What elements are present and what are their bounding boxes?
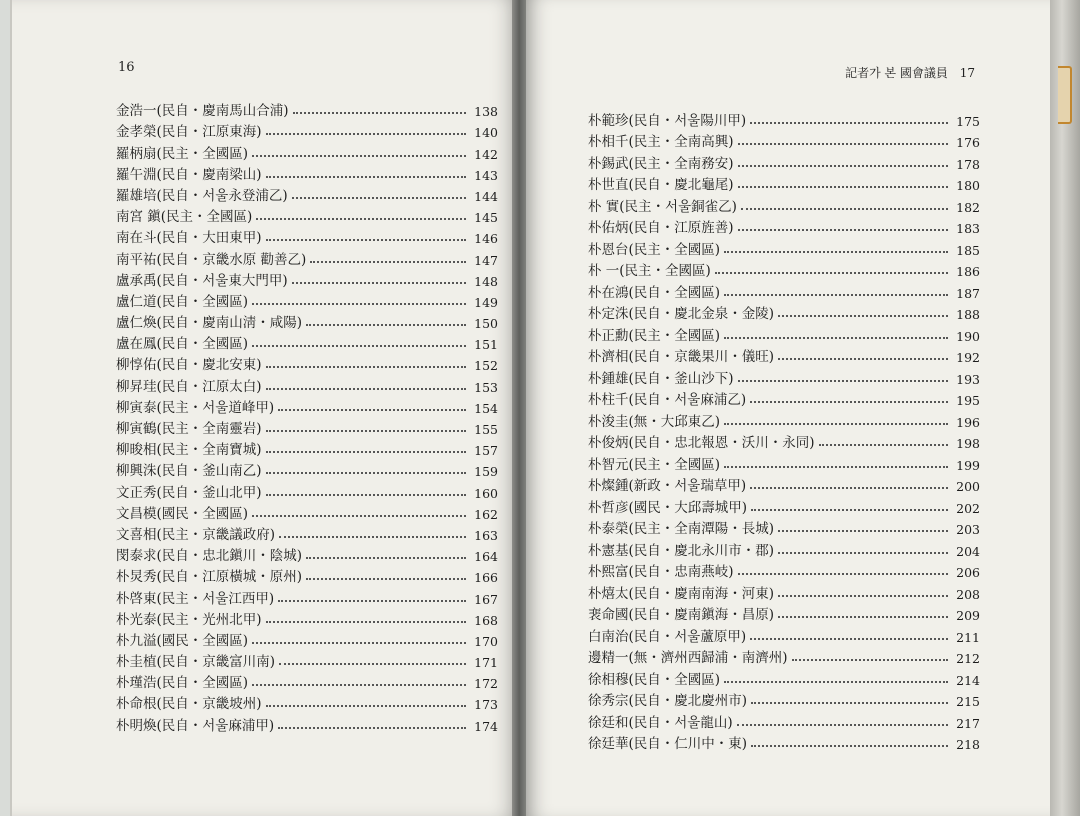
toc-entry-name: 閔泰求(民自・忠北鎭川・陰城) <box>116 548 303 565</box>
toc-entry-page: 192 <box>956 350 980 365</box>
leader-dots <box>738 165 948 167</box>
toc-entry-name: 羅雄培(民自・서울永登浦乙) <box>116 187 288 204</box>
toc-entry <box>588 494 980 516</box>
leader-dots <box>292 282 466 284</box>
toc-entry-name: 盧仁道(民自・全國區) <box>116 293 249 310</box>
toc-entry-name: 朴佑炳(民自・江原旌善) <box>588 220 734 236</box>
leader-dots <box>741 208 948 210</box>
toc-entry-page: 187 <box>956 285 980 301</box>
toc-entry-name: 朴世直(民自・慶北龜尾) <box>588 177 734 193</box>
toc-entry-page: 167 <box>474 591 498 607</box>
leader-dots <box>278 600 466 602</box>
toc-entry-page: 175 <box>956 113 980 129</box>
toc-entry-name: 柳寅泰(民主・서울道峰甲) <box>116 399 275 416</box>
toc-entry-page: 154 <box>474 400 498 416</box>
toc-entry-name: 朴範珍(民自・서울陽川甲) <box>588 112 747 129</box>
toc-entry <box>116 310 498 331</box>
toc-entry-name: 朴 一(民主・全國區) <box>588 263 711 279</box>
toc-entry-page: 170 <box>474 633 498 649</box>
toc-entry-page: 215 <box>956 694 980 709</box>
toc-entry-page: 200 <box>956 479 980 494</box>
leader-dots <box>252 345 466 347</box>
toc-entry <box>588 408 980 430</box>
toc-entry-page: 151 <box>474 337 498 353</box>
toc-entry-name: 朴九溢(國民・全國區) <box>116 632 249 649</box>
toc-entry-name: 朴 實(民主・서울銅雀乙) <box>588 198 737 215</box>
running-head-title: 記者가 본 國會議員 <box>845 66 948 80</box>
leader-dots <box>266 388 466 390</box>
leader-dots <box>266 176 466 178</box>
toc-entry-page: 202 <box>956 500 980 516</box>
toc-entry-name: 柳興洙(民自・釜山南乙) <box>116 463 262 480</box>
leader-dots <box>738 229 948 231</box>
toc-entry <box>588 602 980 624</box>
toc-entry <box>588 580 980 602</box>
leader-dots <box>724 466 948 468</box>
toc-entry-page: 174 <box>474 718 498 734</box>
leader-dots <box>256 218 466 220</box>
toc-entry-name: 朴憲基(民自・慶北永川市・郡) <box>588 542 775 559</box>
leader-dots <box>278 409 466 411</box>
leader-dots <box>751 509 948 511</box>
toc-entry <box>116 352 498 373</box>
toc-entry-name: 朴俊炳(民自・忠北報恩・沃川・永同) <box>588 435 815 451</box>
toc-entry <box>588 322 980 344</box>
toc-entry <box>116 501 498 522</box>
toc-entry-name: 朴浚圭(無・大邱東乙) <box>588 413 721 430</box>
toc-entry <box>588 301 980 323</box>
toc-entry-name: 朴瑾浩(民自・全國區) <box>116 675 249 692</box>
toc-entry-page: 147 <box>474 252 498 268</box>
left-toc-list <box>116 98 498 734</box>
leader-dots <box>792 659 948 661</box>
toc-entry <box>588 344 980 366</box>
toc-entry-page: 203 <box>956 522 980 537</box>
leader-dots <box>750 122 948 124</box>
leader-dots <box>738 380 948 382</box>
leader-dots <box>279 536 466 538</box>
leader-dots <box>252 684 466 686</box>
toc-entry-name: 朴炅秀(民自・江原橫城・原州) <box>116 569 303 586</box>
toc-entry <box>116 98 498 119</box>
running-head <box>835 64 975 81</box>
toc-entry-name: 南平祐(民自・京畿水原 勸善乙) <box>116 251 307 268</box>
leader-dots <box>266 472 466 474</box>
leader-dots <box>738 186 948 188</box>
leader-dots <box>778 530 948 532</box>
toc-entry-name: 朴在鴻(民自・全國區) <box>588 284 721 301</box>
toc-entry <box>116 437 498 458</box>
toc-entry-page: 214 <box>956 672 980 688</box>
leader-dots <box>266 239 466 241</box>
leader-dots <box>252 303 466 305</box>
toc-entry-name: 盧在鳳(民自・全國區) <box>116 336 249 353</box>
leader-dots <box>778 595 948 597</box>
leader-dots <box>306 324 466 326</box>
leader-dots <box>266 451 466 453</box>
toc-entry-name: 朴相千(民主・全南高興) <box>588 134 734 150</box>
leader-dots <box>292 197 466 199</box>
toc-entry-name: 文正秀(民自・釜山北甲) <box>116 484 262 501</box>
toc-entry-page: 178 <box>956 156 980 172</box>
toc-entry-name: 朴圭植(民自・京畿富川南) <box>116 654 276 671</box>
toc-entry-name: 徐廷和(民自・서울龍山) <box>588 714 733 731</box>
toc-entry-page: 152 <box>474 358 498 374</box>
toc-entry-name: 朴熺太(民自・慶南南海・河東) <box>588 585 775 602</box>
leader-dots <box>278 727 466 729</box>
leader-dots <box>750 638 948 640</box>
toc-entry <box>588 365 980 387</box>
toc-entry <box>116 564 498 585</box>
toc-entry-page: 196 <box>956 414 980 430</box>
leader-dots <box>751 702 948 704</box>
toc-entry <box>116 395 498 416</box>
leader-dots <box>306 557 466 559</box>
toc-entry-name: 金孝榮(民自・江原東海) <box>116 124 262 141</box>
toc-entry-name: 白南治(民自・서울蘆原甲) <box>588 628 747 645</box>
toc-entry-name: 朴智元(民主・全國區) <box>588 456 721 473</box>
toc-entry <box>588 387 980 409</box>
toc-entry-page: 217 <box>956 715 980 731</box>
leader-dots <box>750 487 948 489</box>
toc-entry-page: 155 <box>474 422 498 437</box>
toc-entry-name: 金浩一(民自・慶南馬山合浦) <box>116 103 289 120</box>
leader-dots <box>279 663 466 665</box>
toc-entry-page: 145 <box>474 210 498 226</box>
toc-entry <box>116 670 498 691</box>
leader-dots <box>738 143 948 145</box>
toc-entry-page: 148 <box>474 273 498 289</box>
toc-entry-page: 171 <box>474 655 498 671</box>
leader-dots <box>306 578 466 580</box>
toc-entry-page: 164 <box>474 549 498 565</box>
toc-entry-name: 柳晙相(民主・全南寶城) <box>116 442 262 459</box>
toc-entry <box>116 246 498 267</box>
toc-entry-page: 163 <box>474 527 498 543</box>
leader-dots <box>751 745 948 747</box>
toc-entry <box>116 119 498 140</box>
toc-entry-page: 150 <box>474 316 498 332</box>
leader-dots <box>738 573 948 575</box>
toc-entry-name: 朴泰榮(民主・全南潭陽・長城) <box>588 521 775 537</box>
toc-entry-name: 盧承禹(民自・서울東大門甲) <box>116 272 288 289</box>
leader-dots <box>724 681 948 683</box>
leader-dots <box>266 133 466 135</box>
toc-entry-name: 柳寅鶴(民主・全南靈岩) <box>116 421 262 437</box>
toc-entry-name: 朴命根(民自・京畿坡州) <box>116 696 262 713</box>
toc-entry <box>116 479 498 500</box>
toc-entry <box>588 107 980 129</box>
toc-entry <box>588 279 980 301</box>
toc-entry <box>588 731 980 753</box>
toc-entry <box>116 183 498 204</box>
leader-dots <box>778 358 948 360</box>
toc-entry <box>116 628 498 649</box>
leader-dots <box>266 366 466 368</box>
toc-entry-name: 柳昇珪(民自・江原太白) <box>116 378 262 395</box>
toc-entry-page: 173 <box>474 697 498 713</box>
toc-entry-page: 180 <box>956 178 980 193</box>
toc-entry-name: 徐廷華(民自・仁川中・東) <box>588 736 748 752</box>
toc-entry-page: 172 <box>474 676 498 692</box>
leader-dots <box>310 261 466 263</box>
toc-entry-page: 185 <box>956 242 980 258</box>
leader-dots <box>750 401 948 403</box>
toc-entry <box>588 666 980 688</box>
toc-entry-name: 南在斗(民自・大田東甲) <box>116 230 262 247</box>
toc-entry <box>116 543 498 564</box>
leader-dots <box>724 337 948 339</box>
toc-entry <box>588 258 980 280</box>
leader-dots <box>252 642 466 644</box>
toc-entry <box>588 215 980 237</box>
toc-entry-name: 羅午淵(民自・慶南梁山) <box>116 166 262 183</box>
toc-entry <box>116 458 498 479</box>
toc-entry <box>588 709 980 731</box>
toc-entry <box>588 236 980 258</box>
toc-entry-page: 195 <box>956 393 980 408</box>
leader-dots <box>724 294 948 296</box>
toc-entry <box>588 473 980 495</box>
toc-entry <box>116 649 498 670</box>
toc-entry-page: 138 <box>474 104 498 120</box>
toc-entry-page: 190 <box>956 328 980 344</box>
toc-entry <box>588 129 980 151</box>
toc-entry <box>116 416 498 437</box>
toc-entry <box>116 585 498 606</box>
toc-entry <box>116 162 498 183</box>
leader-dots <box>778 552 948 554</box>
toc-entry <box>588 688 980 710</box>
toc-entry-page: 206 <box>956 565 980 580</box>
toc-entry-page: 142 <box>474 146 498 162</box>
toc-entry <box>588 172 980 194</box>
toc-entry-page: 182 <box>956 199 980 215</box>
toc-entry <box>116 204 498 225</box>
toc-entry-page: 159 <box>474 464 498 480</box>
right-toc-list <box>588 107 980 752</box>
toc-entry-name: 朴啓東(民主・서울江西甲) <box>116 590 275 607</box>
toc-entry <box>116 522 498 543</box>
bookmark-ribbon-icon <box>1058 66 1072 124</box>
toc-entry-name: 朴定洙(民自・慶北金泉・金陵) <box>588 306 775 322</box>
left-page-number: 16 <box>118 60 135 75</box>
leader-dots <box>266 494 466 496</box>
toc-entry-page: 153 <box>474 379 498 395</box>
toc-entry-name: 盧仁煥(民自・慶南山淸・咸陽) <box>116 315 303 332</box>
toc-entry-page: 162 <box>474 506 498 522</box>
toc-entry-page: 146 <box>474 231 498 247</box>
toc-entry-page: 143 <box>474 167 498 183</box>
toc-entry <box>116 331 498 352</box>
leader-dots <box>266 621 466 623</box>
toc-entry-name: 朴光泰(民主・光州北甲) <box>116 611 262 628</box>
toc-entry-page: 176 <box>956 135 980 150</box>
leader-dots <box>266 705 466 707</box>
toc-entry-name: 朴錫武(民主・全南務安) <box>588 155 734 172</box>
leader-dots <box>293 112 466 114</box>
toc-entry <box>588 537 980 559</box>
toc-entry-name: 朴正勳(民主・全國區) <box>588 327 721 344</box>
toc-entry-page: 183 <box>956 221 980 236</box>
toc-entry-page: 149 <box>474 294 498 310</box>
toc-entry-page: 208 <box>956 586 980 602</box>
toc-entry <box>588 193 980 215</box>
toc-entry-page: 160 <box>474 485 498 501</box>
leader-dots <box>778 315 948 317</box>
leader-dots <box>252 155 466 157</box>
toc-entry-name: 朴鍾雄(民自・釜山沙下) <box>588 370 734 387</box>
toc-entry-page: 204 <box>956 543 980 559</box>
toc-entry <box>588 150 980 172</box>
toc-entry <box>588 451 980 473</box>
toc-entry-page: 188 <box>956 307 980 322</box>
toc-entry-page: 157 <box>474 443 498 459</box>
toc-entry-name: 柳惇佑(民自・慶北安東) <box>116 357 262 374</box>
toc-entry-name: 文喜相(民主・京畿議政府) <box>116 526 276 543</box>
toc-entry-page: 168 <box>474 612 498 628</box>
toc-entry-name: 邊精一(無・濟州西歸浦・南濟州) <box>588 650 788 666</box>
right-page-number: 17 <box>959 66 975 80</box>
toc-entry-page: 198 <box>956 436 980 451</box>
toc-entry-name: 朴濟相(民自・京畿果川・儀旺) <box>588 349 775 365</box>
toc-entry <box>588 623 980 645</box>
toc-entry-page: 211 <box>956 629 980 645</box>
leader-dots <box>724 423 948 425</box>
toc-entry-name: 朴哲彦(國民・大邱壽城甲) <box>588 499 748 516</box>
leader-dots <box>266 430 466 432</box>
toc-entry-page: 140 <box>474 125 498 141</box>
toc-entry-page: 218 <box>956 737 980 752</box>
toc-entry <box>116 373 498 394</box>
toc-entry-page: 212 <box>956 651 980 666</box>
toc-entry <box>116 268 498 289</box>
toc-entry-name: 朴恩台(民主・全國區) <box>588 241 721 258</box>
toc-entry-page: 209 <box>956 608 980 623</box>
leader-dots <box>715 272 948 274</box>
toc-entry <box>588 559 980 581</box>
leader-dots <box>724 251 948 253</box>
toc-entry-name: 徐秀宗(民自・慶北慶州市) <box>588 693 748 709</box>
toc-entry <box>116 225 498 246</box>
toc-entry-name: 朴明煥(民自・서울麻浦甲) <box>116 717 275 734</box>
toc-entry-name: 朴柱千(民自・서울麻浦乙) <box>588 392 747 408</box>
toc-entry <box>588 645 980 667</box>
toc-entry-page: 199 <box>956 457 980 473</box>
toc-entry-name: 朴燦鍾(新政・서울瑞草甲) <box>588 478 747 494</box>
toc-entry <box>116 691 498 712</box>
toc-entry-page: 166 <box>474 570 498 586</box>
toc-entry-page: 186 <box>956 264 980 279</box>
toc-entry <box>116 140 498 161</box>
toc-entry-page: 144 <box>474 188 498 204</box>
toc-entry-name: 朴熙富(民自・忠南燕岐) <box>588 564 734 580</box>
toc-entry-name: 裵命國(民自・慶南鎭海・昌原) <box>588 607 775 623</box>
leader-dots <box>737 724 948 726</box>
toc-entry-name: 徐相穆(民自・全國區) <box>588 671 721 688</box>
toc-entry <box>588 430 980 452</box>
toc-entry-name: 南宮 鎭(民主・全國區) <box>116 209 253 226</box>
toc-entry <box>116 607 498 628</box>
toc-entry-name: 文昌模(國民・全國區) <box>116 505 249 522</box>
leader-dots <box>778 616 948 618</box>
toc-entry <box>588 516 980 538</box>
leader-dots <box>819 444 948 446</box>
toc-entry <box>116 712 498 733</box>
leader-dots <box>252 515 466 517</box>
toc-entry-name: 羅柄扇(民主・全國區) <box>116 145 249 162</box>
toc-entry-page: 193 <box>956 371 980 387</box>
toc-entry <box>116 289 498 310</box>
